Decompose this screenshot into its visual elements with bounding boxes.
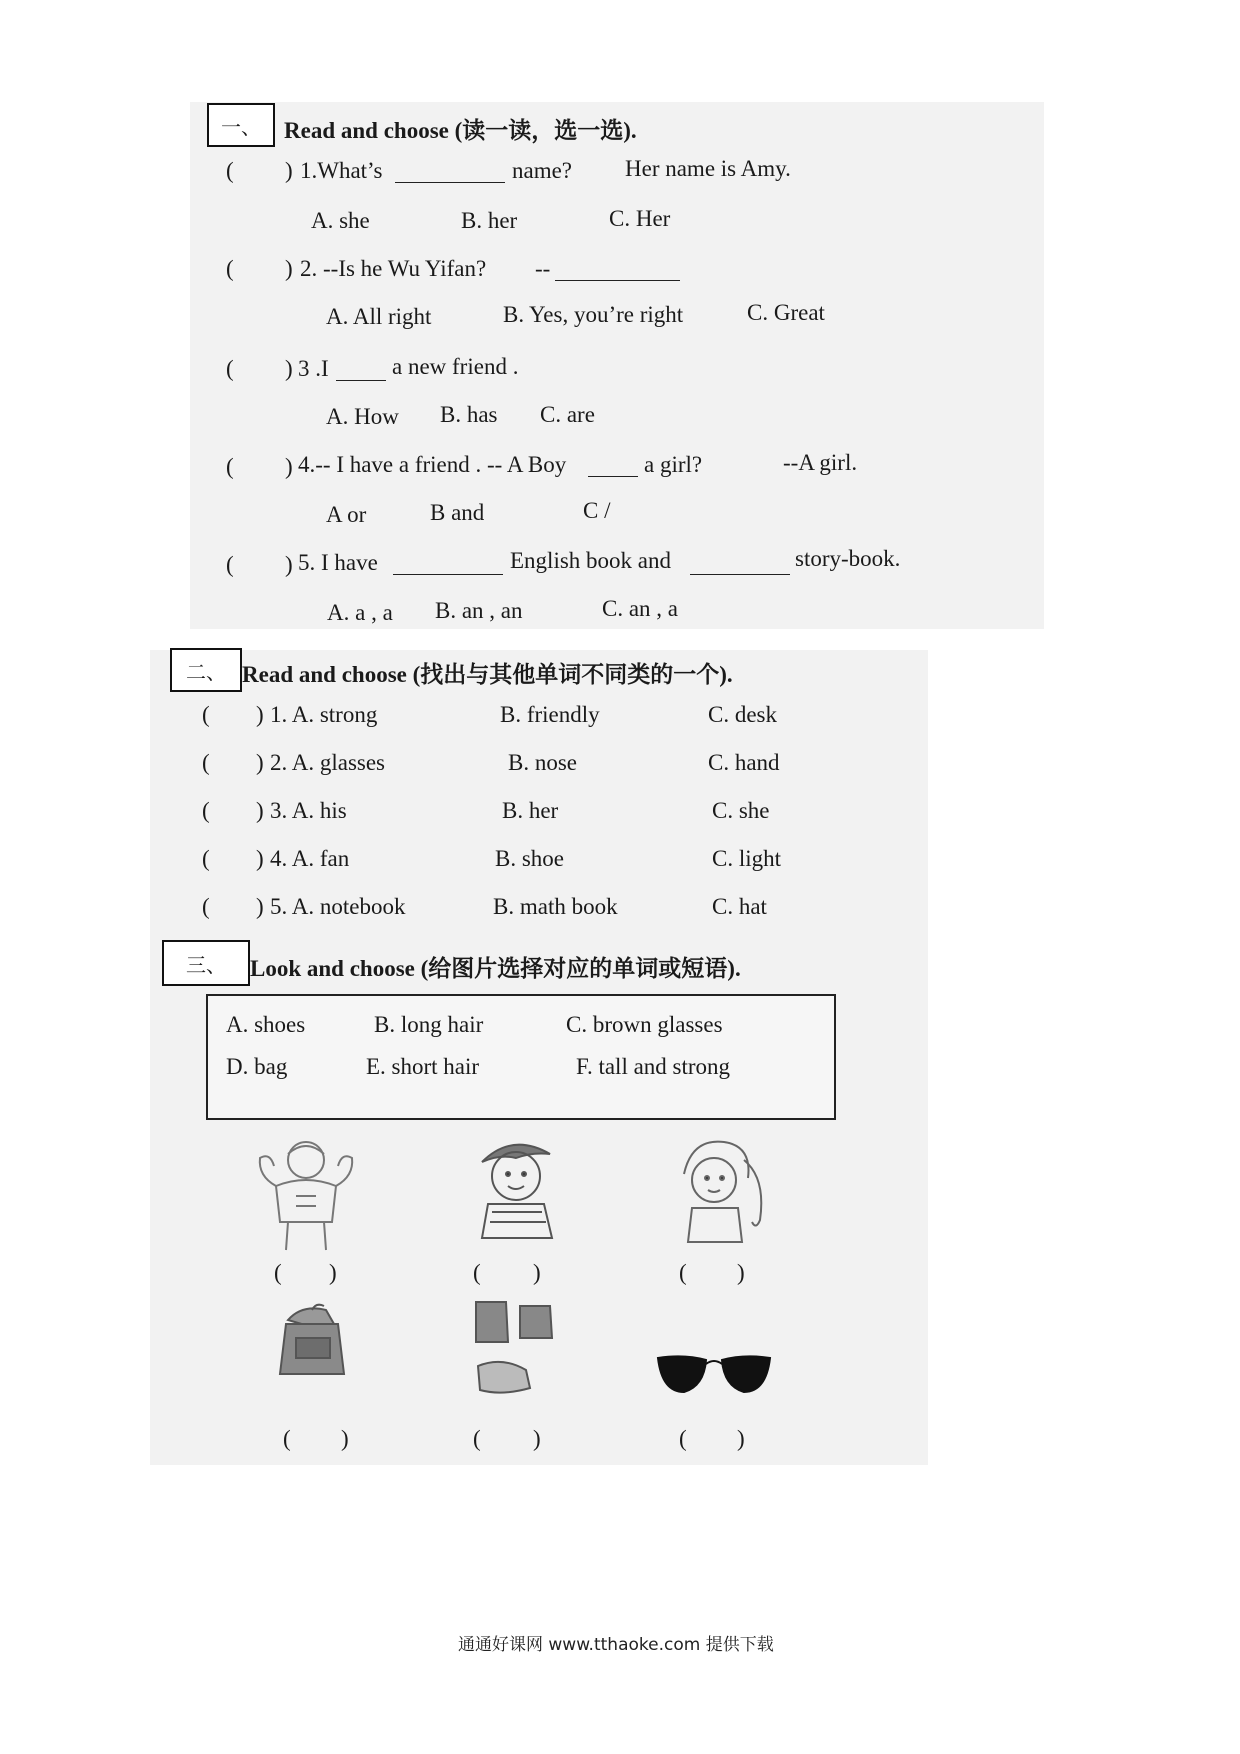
word-option-d: D. bag — [226, 1054, 288, 1079]
picture-answer-paren-open[interactable]: ( — [274, 1260, 282, 1285]
option-a: 4. A. fan — [270, 846, 350, 871]
bag-picture — [272, 1300, 362, 1380]
option-c: C. hat — [712, 894, 767, 919]
section1-title: Read and choose (读一读，选一选). — [284, 118, 637, 143]
option-a: A. How — [326, 404, 399, 429]
option-c: C. an , a — [602, 596, 679, 621]
option-b: B. has — [440, 402, 498, 427]
answer-paren-close: ) — [256, 894, 264, 919]
word-option-f: F. tall and strong — [576, 1054, 731, 1079]
answer-blank-2[interactable] — [690, 556, 790, 575]
question-stem: 1.What’s — [300, 158, 383, 183]
option-c: C. Her — [609, 206, 671, 231]
option-b: B. Yes, you’re right — [503, 302, 684, 327]
answer-paren-close: ) — [285, 454, 293, 479]
tall-strong-boy-picture — [246, 1136, 366, 1256]
option-a: 3. A. his — [270, 798, 347, 823]
option-b: B. her — [502, 798, 559, 823]
option-b: B. friendly — [500, 702, 600, 727]
picture-answer-paren-close: ) — [533, 1426, 541, 1451]
option-c: C. are — [540, 402, 595, 427]
answer-paren-open[interactable]: ( — [226, 454, 234, 479]
word-option-c: C. brown glasses — [566, 1012, 723, 1037]
option-b: B. nose — [508, 750, 577, 775]
picture-answer-paren-close: ) — [737, 1426, 745, 1451]
answer-paren-open[interactable]: ( — [202, 798, 210, 823]
option-c: C. desk — [708, 702, 777, 727]
option-c: C. Great — [747, 300, 825, 325]
answer-paren-open[interactable]: ( — [226, 256, 234, 281]
option-a: A. All right — [326, 304, 432, 329]
picture-answer-paren-close: ) — [533, 1260, 541, 1285]
answer-paren-close: ) — [285, 356, 293, 381]
answer-paren-close: ) — [256, 702, 264, 727]
question-stem-2: name? — [512, 158, 573, 183]
answer-paren-open[interactable]: ( — [226, 158, 234, 183]
option-b: B. math book — [493, 894, 618, 919]
answer-paren-open[interactable]: ( — [202, 894, 210, 919]
answer-blank[interactable] — [336, 362, 386, 381]
word-option-b: B. long hair — [374, 1012, 484, 1037]
option-a: A. a , a — [327, 600, 393, 625]
word-option-e: E. short hair — [366, 1054, 480, 1079]
answer-paren-open[interactable]: ( — [202, 846, 210, 871]
answer-paren-close: ) — [256, 846, 264, 871]
question-reply: --A girl. — [783, 450, 858, 475]
answer-paren-close: ) — [285, 552, 293, 577]
question-stem-3: story-book. — [795, 546, 901, 571]
option-b: B and — [430, 500, 485, 525]
option-b: B. her — [461, 208, 518, 233]
option-a: A. she — [311, 208, 370, 233]
option-a: 2. A. glasses — [270, 750, 385, 775]
section1-number-box: 一、 — [207, 103, 275, 147]
picture-answer-paren-close: ) — [737, 1260, 745, 1285]
question-stem: 4.-- I have a friend . -- A Boy — [298, 452, 567, 477]
answer-blank[interactable] — [395, 164, 505, 183]
footer-download-note: 通通好课网 www.tthaoke.com 提供下载 — [458, 1635, 774, 1655]
long-hair-girl-picture — [662, 1134, 772, 1254]
option-c: C. hand — [708, 750, 780, 775]
word-bank-box — [206, 994, 836, 1120]
picture-answer-paren-open[interactable]: ( — [679, 1426, 687, 1451]
section2-number-box: 二、 — [170, 648, 242, 692]
question-stem-2: English book and — [510, 548, 671, 573]
glasses-picture — [654, 1352, 774, 1402]
section3-number-box: 三、 — [162, 940, 250, 986]
short-hair-boy-picture — [462, 1132, 572, 1252]
answer-paren-close: ) — [256, 750, 264, 775]
answer-paren-close: ) — [256, 798, 264, 823]
option-a: A or — [326, 502, 367, 527]
option-a: 1. A. strong — [270, 702, 378, 727]
option-c: C. light — [712, 846, 782, 871]
answer-paren-open[interactable]: ( — [226, 552, 234, 577]
question-stem: 5. I have — [298, 550, 378, 575]
answer-blank[interactable] — [588, 458, 638, 477]
section3-title: Look and choose (给图片选择对应的单词或短语). — [250, 956, 741, 981]
question-reply: -- — [535, 256, 551, 281]
picture-answer-paren-close: ) — [341, 1426, 349, 1451]
answer-paren-open[interactable]: ( — [226, 356, 234, 381]
option-c: C. she — [712, 798, 770, 823]
question-stem: 3 .I — [298, 356, 329, 381]
question-stem-2: a girl? — [644, 452, 703, 477]
answer-blank[interactable] — [555, 262, 680, 281]
question-stem-2: a new friend . — [392, 354, 519, 379]
answer-paren-close: ) — [285, 158, 293, 183]
option-b: B. an , an — [435, 598, 523, 623]
answer-paren-open[interactable]: ( — [202, 750, 210, 775]
question-stem: 2. --Is he Wu Yifan? — [300, 256, 487, 281]
picture-answer-paren-open[interactable]: ( — [473, 1426, 481, 1451]
question-reply: Her name is Amy. — [625, 156, 791, 181]
answer-paren-open[interactable]: ( — [202, 702, 210, 727]
section2-title: Read and choose (找出与其他单词不同类的一个). — [242, 662, 733, 687]
word-option-a: A. shoes — [226, 1012, 306, 1037]
answer-blank[interactable] — [393, 556, 503, 575]
option-b: B. shoe — [495, 846, 564, 871]
picture-answer-paren-open[interactable]: ( — [473, 1260, 481, 1285]
option-c: C / — [583, 498, 611, 523]
option-a: 5. A. notebook — [270, 894, 406, 919]
picture-answer-paren-close: ) — [329, 1260, 337, 1285]
picture-answer-paren-open[interactable]: ( — [283, 1426, 291, 1451]
answer-paren-close: ) — [285, 256, 293, 281]
picture-answer-paren-open[interactable]: ( — [679, 1260, 687, 1285]
shoes-picture — [462, 1296, 562, 1406]
